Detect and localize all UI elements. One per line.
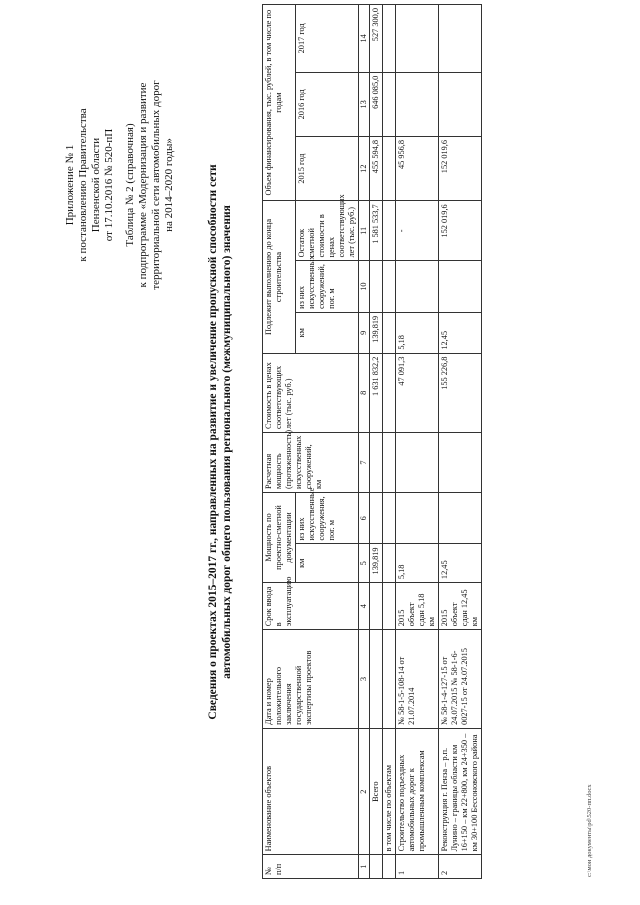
column-index: 5	[359, 544, 370, 583]
empty-cell	[383, 5, 396, 73]
subheader-row	[383, 5, 396, 879]
row-remaining-cost: -	[396, 201, 439, 261]
total-remaining-km: 139,819	[370, 312, 383, 353]
row-term: 2015 объект сдан 12,45 км	[439, 583, 482, 630]
row-capacity-km: 5,18	[396, 544, 439, 583]
column-index: 10	[359, 261, 370, 312]
row-num: 2	[439, 855, 482, 879]
appendix-block	[64, 20, 116, 350]
row-2015: 152 019,6	[439, 137, 482, 201]
row-calc-capacity	[396, 432, 439, 492]
row-date: № 58-1-4-127-15 от 24.07.2015 № 58-1-6-0027-15 от 24.07.2015	[439, 630, 482, 729]
row-term: 2015 объект сдан 5,18 км	[396, 583, 439, 630]
row-2017	[396, 5, 439, 73]
row-remaining-km: 12,45	[439, 312, 482, 353]
table-row	[396, 5, 439, 879]
empty-cell	[383, 261, 396, 312]
header-term: Срок ввода в эксплуатацию	[263, 583, 359, 630]
empty-cell	[383, 201, 396, 261]
header-remaining-cost: Остаток сметной стоимости в ценах соответствующих лет (тыс. руб.)	[296, 201, 359, 261]
appendix-line: от 17.10.2016 № 520-пП	[103, 128, 115, 242]
header-name: Наименование объектов	[263, 728, 359, 855]
empty-cell	[383, 353, 396, 432]
header-calc-capacity: Расчетная мощность (протяженность) искусственных сооружений, км	[263, 432, 359, 492]
header-remaining: Подлежит выполнению до конца строительства	[263, 201, 296, 353]
title-line: Сведения о проектах 2015–2017 гг., направленных на развитие и увеличение пропускной способности сети	[207, 164, 219, 720]
column-index: 14	[359, 5, 370, 73]
row-remaining-km: 5,18	[396, 312, 439, 353]
table-row	[439, 5, 482, 879]
column-index: 2	[359, 728, 370, 855]
empty-cell	[370, 261, 383, 312]
column-index: 1	[359, 855, 370, 879]
column-index: 8	[359, 353, 370, 432]
table-note-line: на 2014–2020 годы»	[163, 138, 175, 232]
appendix-line: Пензенской области	[90, 137, 102, 233]
empty-cell	[370, 493, 383, 544]
row-2016	[396, 72, 439, 136]
row-capacity-km: 12,45	[439, 544, 482, 583]
total-remaining-cost: 1 581 533,7	[370, 201, 383, 261]
empty-cell	[370, 855, 383, 879]
total-2017: 527 300,0	[370, 5, 383, 73]
column-index: 13	[359, 72, 370, 136]
row-cost: 155 226,8	[439, 353, 482, 432]
row-name: Строительство подъездных автомобильных дорог к промышленным комплексам	[396, 728, 439, 855]
total-row	[370, 5, 383, 879]
header-capacity-km: км	[296, 544, 359, 583]
header-year-2016: 2016 год	[296, 72, 359, 136]
header-remaining-km: км	[296, 312, 359, 353]
total-capacity-km: 139,819	[370, 544, 383, 583]
empty-cell	[370, 583, 383, 630]
row-calc-capacity	[439, 432, 482, 492]
table-note-block	[124, 5, 176, 365]
projects-table	[262, 4, 482, 879]
header-row	[263, 5, 296, 879]
column-index: 6	[359, 493, 370, 544]
row-capacity-bridges	[396, 493, 439, 544]
column-index: 12	[359, 137, 370, 201]
appendix-line: Приложение № 1	[64, 144, 76, 226]
header-year-2017: 2017 год	[296, 5, 359, 73]
empty-cell	[370, 630, 383, 729]
empty-cell	[383, 432, 396, 492]
column-index: 7	[359, 432, 370, 492]
header-cost: Стоимость в ценах соответствующих лет (тыс. руб.)	[263, 353, 359, 432]
empty-cell	[383, 583, 396, 630]
empty-cell	[383, 544, 396, 583]
header-num: № п/п	[263, 855, 359, 879]
header-year-2015: 2015 год	[296, 137, 359, 201]
row-capacity-bridges	[439, 493, 482, 544]
empty-cell	[383, 630, 396, 729]
file-path-footer: c:\мои документы\рd\520-пп.docx	[586, 784, 593, 877]
row-2017	[439, 5, 482, 73]
empty-cell	[383, 312, 396, 353]
total-2015: 455 594,8	[370, 137, 383, 201]
row-date: № 58-1-5-108-14 от 21.07.2014	[396, 630, 439, 729]
empty-cell	[383, 855, 396, 879]
total-cost: 1 631 832,2	[370, 353, 383, 432]
row-remaining-bridges	[396, 261, 439, 312]
header-remaining-bridges: из них искусственных сооружений, пог. м	[296, 261, 359, 312]
table-note-line: к подпрограмме «Модернизация и развитие	[137, 82, 149, 288]
empty-cell	[383, 72, 396, 136]
total-2016: 646 085,0	[370, 72, 383, 136]
row-remaining-cost: 152 019,6	[439, 201, 482, 261]
appendix-line: к постановлению Правительства	[77, 108, 89, 262]
document-title	[206, 7, 234, 877]
header-capacity-bridges: из них искусственные сооружения, пог. м	[296, 493, 359, 544]
column-index-row	[359, 5, 370, 879]
row-cost: 47 091,3	[396, 353, 439, 432]
row-name: Реконструкция г. Пенза – р.п. Лунино – границы области км 16+150 – км 22+800, км 24+350 – км 30+100 Бессоновского района	[439, 728, 482, 855]
empty-cell	[383, 493, 396, 544]
row-num: 1	[396, 855, 439, 879]
subheader-label: в том числе по объектам	[383, 728, 396, 855]
header-capacity: Мощность по проектно-сметной документации	[263, 493, 296, 583]
table-note-line: Таблица № 2 (справочная)	[124, 123, 136, 247]
empty-cell	[370, 432, 383, 492]
header-date: Дата и номер положительного заключения государственной экспертизы проектов	[263, 630, 359, 729]
row-remaining-bridges	[439, 261, 482, 312]
total-label: Всего	[370, 728, 383, 855]
table-note-line: территориальной сети автомобильных дорог	[150, 80, 162, 290]
header-financing: Объем финансирования, тыс. рублей, в том числе по годам	[263, 5, 296, 201]
row-2016	[439, 72, 482, 136]
empty-cell	[383, 137, 396, 201]
title-line: автомобильных дорог общего пользования регионального (межмуниципального) значения	[221, 205, 233, 679]
column-index: 3	[359, 630, 370, 729]
column-index: 11	[359, 201, 370, 261]
row-2015: 45 956,8	[396, 137, 439, 201]
column-index: 4	[359, 583, 370, 630]
column-index: 9	[359, 312, 370, 353]
